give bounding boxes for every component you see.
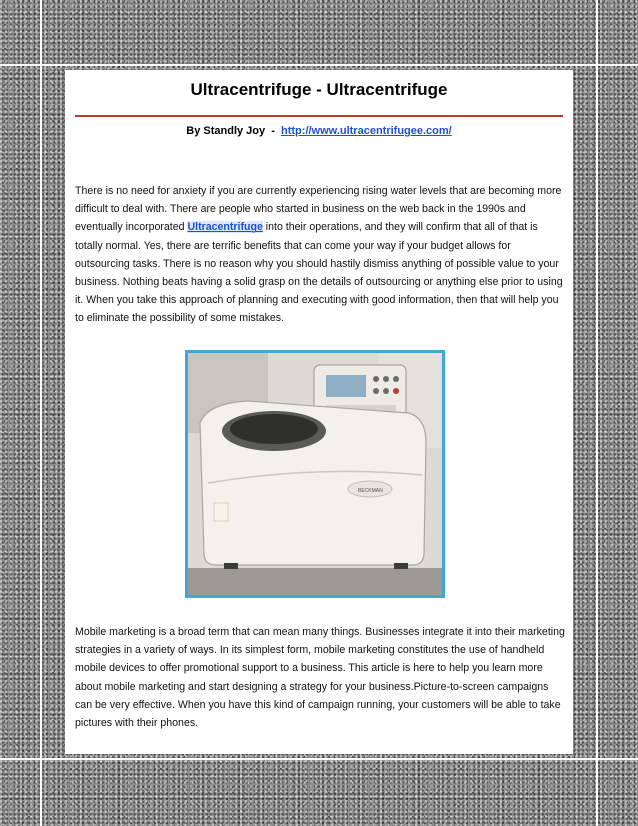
paragraph-intro-start: There is no need for anxiety if you are currently experiencing rising water levels that are becoming more difficult to deal with. There are people who started in business on the web back in the 1990s and eventually incorporated (75, 185, 562, 234)
paragraph-intro-end: into their operations, and they will confirm that all of that is totally normal. Yes, there are terrific benefits that can come your way if your budget allows for outsourcing tasks. There is no reason why you should hastily dismiss anything of possible value to your business. Nothing beats having a solid grasp on the details of outsourcing or anything else prior to using it. When you take this approach of planning and executing with good information, then that will help you to eliminate the possibility of some mistakes. (75, 221, 563, 325)
byline-author: By Standly Joy - (186, 125, 282, 137)
frame-line-right (596, 0, 598, 826)
document-page (65, 70, 573, 754)
page-title: Ultracentrifuge - Ultracentrifuge (190, 80, 448, 99)
svg-text:BECKMAN: BECKMAN (358, 488, 383, 494)
byline-link[interactable]: http://www.ultracentrifugee.com/ (281, 125, 452, 137)
ultracentrifuge-illustration (188, 353, 442, 595)
paragraph-mobile: Mobile marketing is a broad term that can mean many things. Businesses integrate it into their marketing strategies in a variety of ways. In its simplest form, mobile marketing constitutes the use of handheld mobile devices to offer promotional support to a business. This article is here to help you learn more about mobile marketing and start designing a strategy for your business.Picture-to-screen campaigns can be very effective. When you have this kind of campaign running, your customers will be able to take pictures with their phones. (75, 626, 565, 730)
frame-line-bottom (0, 758, 638, 760)
byline (65, 125, 573, 137)
paragraph-intro (75, 182, 565, 328)
ultracentrifuge-photo (185, 350, 445, 598)
frame-line-top (0, 64, 638, 66)
frame-line-left (40, 0, 42, 826)
title-rule (75, 115, 563, 117)
keyword-link[interactable]: Ultracentrifuge (187, 221, 263, 234)
